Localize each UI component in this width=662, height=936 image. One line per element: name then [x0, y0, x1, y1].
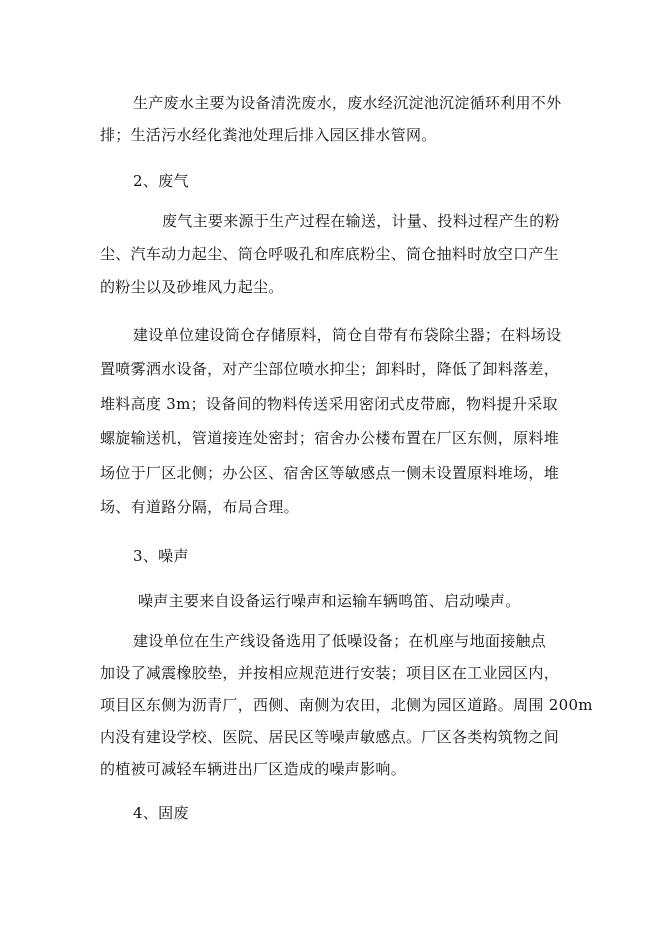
para3-line-4: 螺旋输送机，管道接连处密封；宿舍办公楼布置在厂区东侧，原料堆: [100, 429, 560, 447]
para2-line-1: 废气主要来源于生产过程在输送，计量、投料过程产生的粉: [162, 212, 560, 230]
para5-line-2: 加设了减震橡胶垫，并按相应规范进行安装；项目区在工业园区内，: [100, 664, 560, 682]
para1-line-2: 排；生活污水经化粪池处理后排入园区排水管网。: [100, 126, 437, 144]
para3-line-1: 建设单位建设筒仓存储原料，筒仓自带有布袋除尘器；在料场设: [133, 326, 562, 344]
para5-line-1: 建设单位在生产线设备选用了低噪设备；在机座与地面接触点: [133, 632, 547, 650]
heading-waste-gas: 2、废气: [133, 172, 189, 190]
heading-noise: 3、噪声: [133, 547, 189, 565]
heading-solid-waste: 4、固废: [133, 804, 189, 822]
para3-line-2: 置喷雾洒水设备，对产尘部位喷水抑尘；卸料时，降低了卸料落差，: [100, 360, 560, 378]
para2-line-3: 的粉尘以及砂堆风力起尘。: [100, 278, 284, 296]
para3-line-6: 场、有道路分隔，布局合理。: [100, 498, 299, 516]
para5-line-3: 项目区东侧为沥青厂，西侧、南侧为农田，北侧为园区道路。周围 200m: [100, 696, 593, 714]
para5-line-4: 内没有建设学校、医院、居民区等噪声敏感点。厂区各类构筑物之间: [100, 728, 560, 746]
para4-line-1: 噪声主要来自设备运行噪声和运输车辆鸣笛、启动噪声。: [138, 592, 521, 610]
para3-line-3: 堆料高度 3m；设备间的物料传送采用密闭式皮带廊，物料提升采取: [100, 395, 558, 413]
para3-line-5: 场位于厂区北侧；办公区、宿舍区等敏感点一侧未设置原料堆场，堆: [100, 464, 560, 482]
para5-line-5: 的植被可减轻车辆进出厂区造成的噪声影响。: [100, 760, 407, 778]
para1-line-1: 生产废水主要为设备清洗废水，废水经沉淀池沉淀循环利用不外: [133, 94, 562, 112]
para2-line-2: 尘、汽车动力起尘、筒仓呼吸孔和库底粉尘、筒仓抽料时放空口产生: [100, 245, 560, 263]
